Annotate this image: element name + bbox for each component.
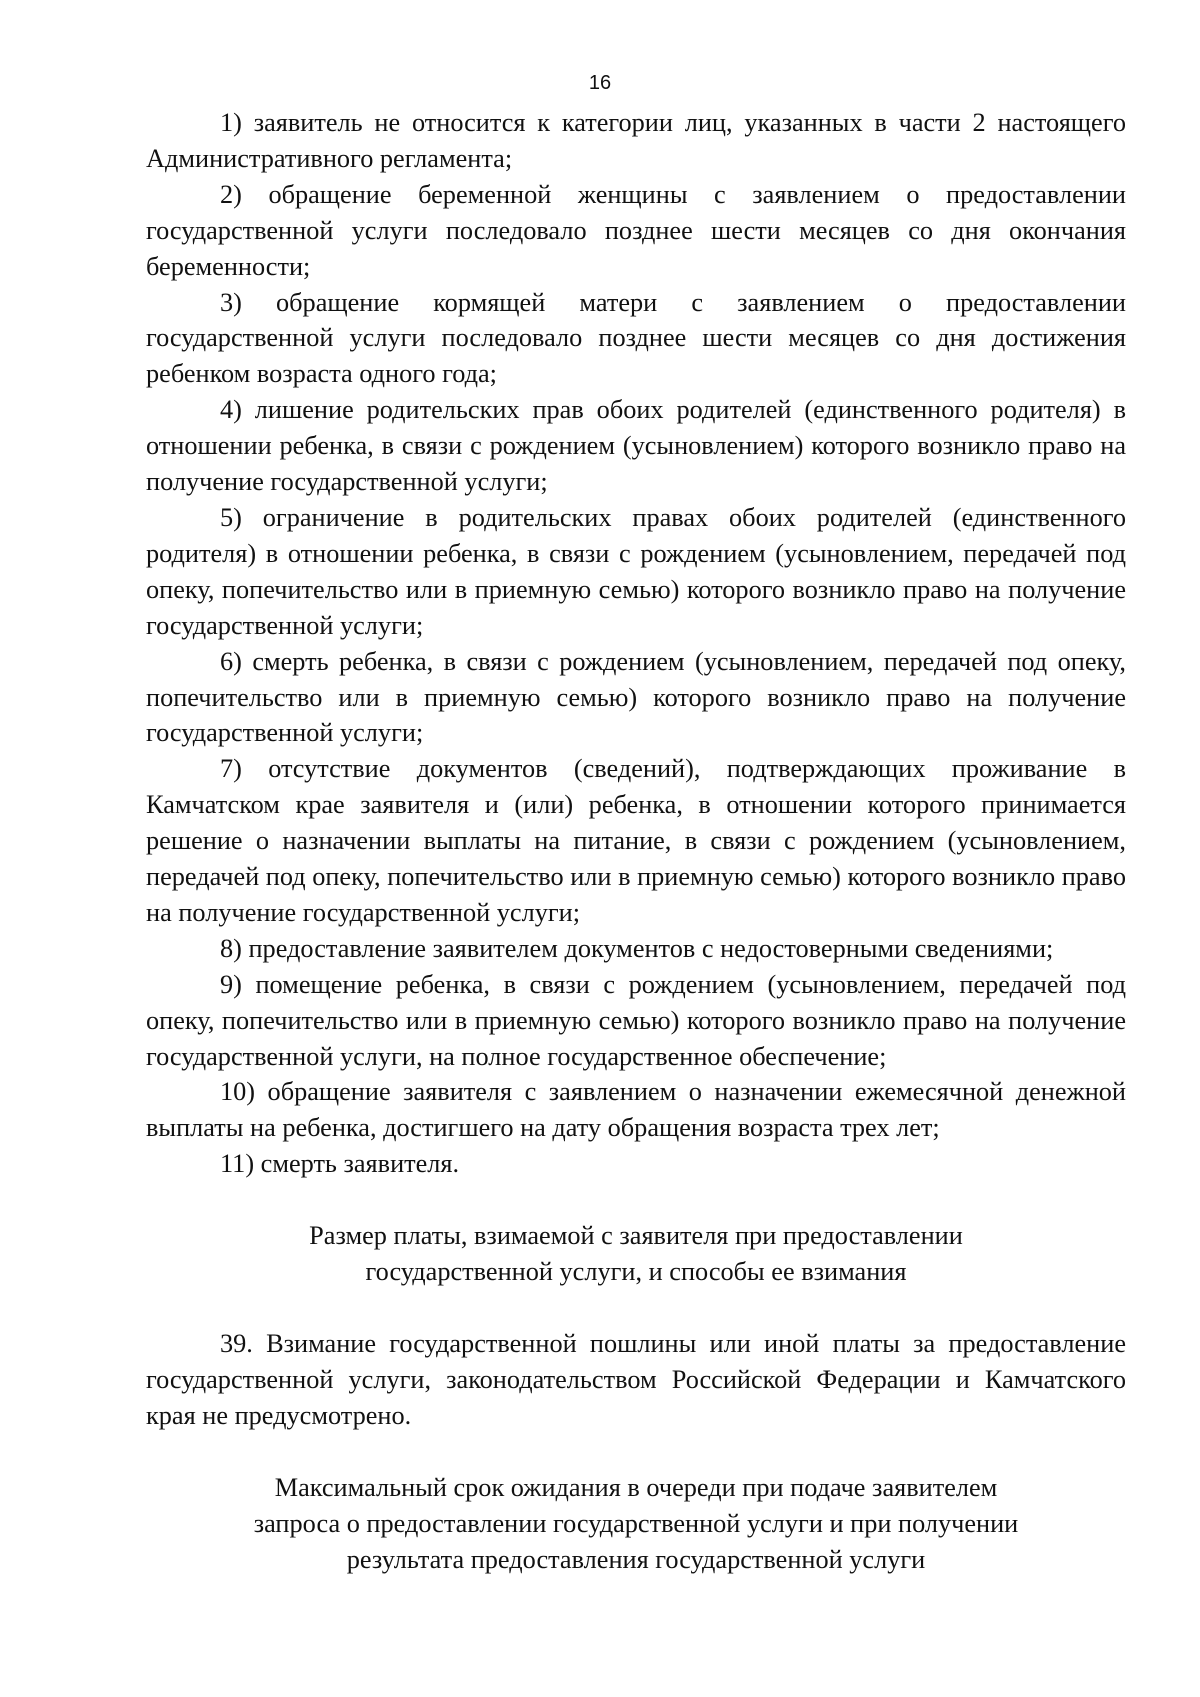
list-item-2: 2) обращение беременной женщины с заявлением о предоставлении государственной услуги последовало позднее шести месяцев со дня окончания беременности;: [146, 179, 1126, 281]
page-number: 16: [588, 72, 612, 94]
section-heading-fee-line-2: государственной услуги, и способы ее взимания: [365, 1257, 907, 1287]
list-item-8: 8) предоставление заявителем документов с недостоверными сведениями;: [220, 933, 1054, 963]
list-item-4: 4) лишение родительских прав обоих родителей (единственного родителя) в отношении ребенка, в связи с рождением (усыновлением) которого возникло право на получение государственной услуги;: [146, 395, 1126, 497]
list-item-7: 7) отсутствие документов (сведений), подтверждающих проживание в Камчатском крае заявителя и (или) ребенка, в отношении которого принимается решение о назначении выплаты на питание, в связи с рождением (усыновлением, передачей под опеку, попечительство или в приемную семью) которого возникло право на получение государственной услуги;: [146, 754, 1126, 927]
section-heading-wait-line-1: Максимальный срок ожидания в очереди при подаче заявителем: [274, 1472, 998, 1502]
list-item-1: 1) заявитель не относится к категории лиц, указанных в части 2 настоящего Административного регламента;: [146, 108, 1126, 173]
list-item-11: 11) смерть заявителя.: [220, 1149, 460, 1179]
section-heading-wait-line-3: результата предоставления государственной услуги: [346, 1544, 926, 1574]
paragraph-39: 39. Взимание государственной пошлины или иной платы за предоставление государственной услуги, законодательством Российской Федерации и Камчатского края не предусмотрено.: [146, 1329, 1126, 1430]
list-item-3: 3) обращение кормящей матери с заявлением о предоставлении государственной услуги последовало позднее шести месяцев со дня достижения ребенком возраста одного года;: [146, 287, 1126, 389]
list-item-9: 9) помещение ребенка, в связи с рождением (усыновлением, передачей под опеку, попечительство или в приемную семью) которого возникло право на получение государственной услуги, на полное государственное обеспечение;: [146, 969, 1126, 1071]
section-heading-fee-line-1: Размер платы, взимаемой с заявителя при предоставлении: [309, 1221, 963, 1251]
section-heading-fee: [146, 1218, 1126, 1290]
section-heading-wait-line-2: запроса о предоставлении государственной услуги и при получении: [253, 1508, 1019, 1538]
list-item-6: 6) смерть ребенка, в связи с рождением (усыновлением, передачей под опеку, попечительство или в приемную семью) которого возникло право на получение государственной услуги;: [146, 646, 1126, 748]
document-body: [146, 105, 1126, 1577]
list-item-10: 10) обращение заявителя с заявлением о назначении ежемесячной денежной выплаты на ребенка, достигшего на дату обращения возраста трех лет;: [146, 1077, 1126, 1143]
list-item-5: 5) ограничение в родительских правах обоих родителей (единственного родителя) в отношении ребенка, в связи с рождением (усыновлением, передачей под опеку, попечительство или в приемную семью) которого возникло право на получение государственной услуги;: [146, 502, 1126, 640]
section-heading-wait: [146, 1470, 1126, 1578]
